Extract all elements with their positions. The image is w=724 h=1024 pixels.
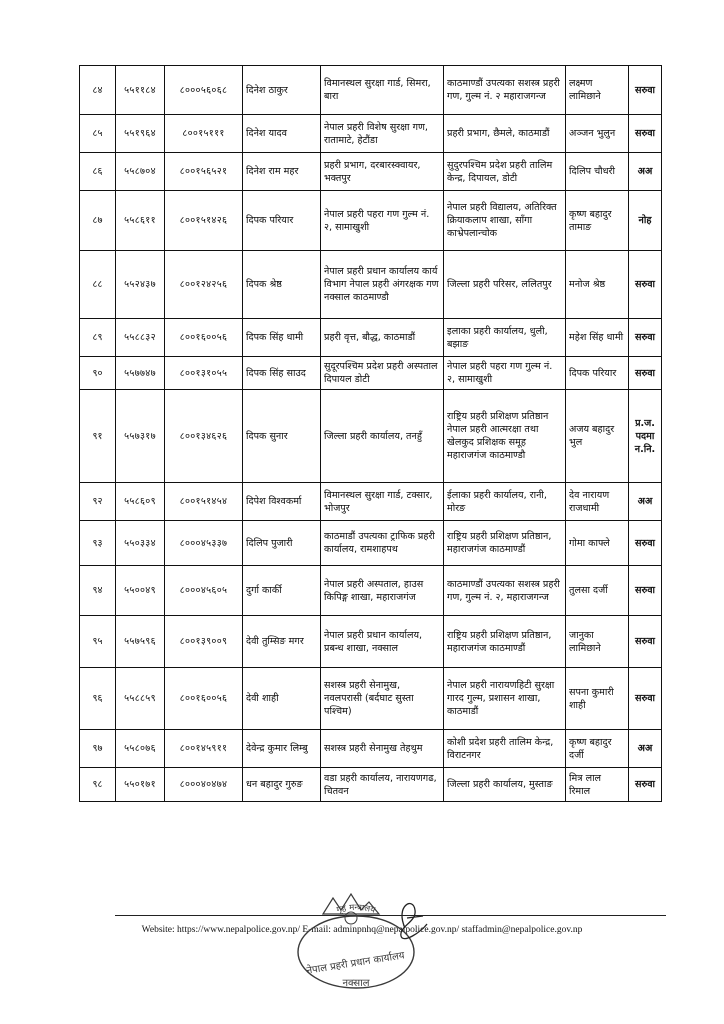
serial-cell: ९८ xyxy=(80,768,116,802)
signature xyxy=(401,904,427,939)
remark-cell: अअ xyxy=(629,483,662,521)
table-row xyxy=(80,566,662,616)
remark-cell: नोह xyxy=(629,191,662,251)
name-cell: देवी तुम्सिङ मगर xyxy=(243,616,321,668)
code-cell: ८००१२४२५६ xyxy=(165,251,243,319)
to-office-cell: जिल्ला प्रहरी परिसर, ललितपुर xyxy=(444,251,566,319)
table-row xyxy=(80,319,662,357)
reference-cell: दिलिप चौधरी xyxy=(566,153,629,191)
code-cell: ८००१६००५६ xyxy=(165,668,243,730)
from-office-cell: सशस्त्र प्रहरी सेनामुख तेहथुम xyxy=(321,730,444,768)
name-cell: देवेन्द्र कुमार लिम्बु xyxy=(243,730,321,768)
from-office-cell: नेपाल प्रहरी अस्पताल, हाउस किपिङ्ग शाखा, महाराजगंज xyxy=(321,566,444,616)
id-cell: ५५०१७१ xyxy=(116,768,165,802)
code-cell: ८०००५६०६८ xyxy=(165,66,243,115)
to-office-cell: प्रहरी प्रभाग, छैमले, काठमाडौं xyxy=(444,115,566,153)
stamp-place: नक्साल xyxy=(342,978,370,989)
to-office-cell: राष्ट्रिय प्रहरी प्रशिक्षण प्रतिष्ठान नेपाल प्रहरी आत्मरक्षा तथा खेलकुद प्रशिक्षक समूह महाराजगंज काठमाण्डौ xyxy=(444,390,566,483)
id-cell: ५५८७०४ xyxy=(116,153,165,191)
to-office-cell: राष्ट्रिय प्रहरी प्रशिक्षण प्रतिष्ठान, महाराजगंज काठमाण्डौं xyxy=(444,616,566,668)
stamp-ministry: गृह मन्त्रालय xyxy=(335,902,377,916)
from-office-cell: वडा प्रहरी कार्यालय, नारायणगढ, चितवन xyxy=(321,768,444,802)
name-cell: दुर्गा कार्की xyxy=(243,566,321,616)
remark-cell: सरुवा xyxy=(629,768,662,802)
serial-cell: ९५ xyxy=(80,616,116,668)
serial-cell: ९१ xyxy=(80,390,116,483)
code-cell: ८००१५१११ xyxy=(165,115,243,153)
from-office-cell: जिल्ला प्रहरी कार्यालय, तनहुँ xyxy=(321,390,444,483)
reference-cell: सपना कुमारी शाही xyxy=(566,668,629,730)
name-cell: दिपक सिंह साउद xyxy=(243,357,321,390)
reference-cell: महेश सिंह धामी xyxy=(566,319,629,357)
name-cell: दिलिप पुजारी xyxy=(243,521,321,566)
remark-cell: सरुवा xyxy=(629,319,662,357)
reference-cell: मनोज श्रेष्ठ xyxy=(566,251,629,319)
from-office-cell: प्रहरी वृत्त, बौद्ध, काठमाडौं xyxy=(321,319,444,357)
table-row xyxy=(80,616,662,668)
from-office-cell: प्रहरी प्रभाग, दरबारस्क्वायर, भक्तपुर xyxy=(321,153,444,191)
name-cell: धन बहादुर गुरुङ xyxy=(243,768,321,802)
serial-cell: ८६ xyxy=(80,153,116,191)
serial-cell: ८९ xyxy=(80,319,116,357)
from-office-cell: विमानस्थल सुरक्षा गार्ड, टक्सार, भोजपुर xyxy=(321,483,444,521)
serial-cell: ९३ xyxy=(80,521,116,566)
footer-contact: Website: https://www.nepalpolice.gov.np/ E-mail: adminpnhq@nepalpolice.gov.np/ staffadmin@nepalpolice.gov.np xyxy=(141,925,583,935)
table-row xyxy=(80,483,662,521)
from-office-cell: विमानस्थल सुरक्षा गार्ड, सिमरा, बारा xyxy=(321,66,444,115)
from-office-cell: नेपाल प्रहरी पहरा गण गुल्म नं. २, सामाखुशी xyxy=(321,191,444,251)
id-cell: ५५०३३४ xyxy=(116,521,165,566)
id-cell: ५५७७४७ xyxy=(116,357,165,390)
name-cell: दिनेश राम महर xyxy=(243,153,321,191)
id-cell: ५५८०७६ xyxy=(116,730,165,768)
code-cell: ८००१५१४५४ xyxy=(165,483,243,521)
table-row xyxy=(80,191,662,251)
id-cell: ५५७३१७ xyxy=(116,390,165,483)
to-office-cell: काठमाण्डौं उपत्यका सशस्त्र प्रहरी गण, गुल्म नं. २, महाराजगन्ज xyxy=(444,566,566,616)
id-cell: ५५८६०९ xyxy=(116,483,165,521)
name-cell: दिनेश यादव xyxy=(243,115,321,153)
remark-cell: सरुवा xyxy=(629,521,662,566)
code-cell: ८००१६००५६ xyxy=(165,319,243,357)
to-office-cell: ईलाका प्रहरी कार्यालय, रानी, मोरङ xyxy=(444,483,566,521)
serial-cell: ९६ xyxy=(80,668,116,730)
reference-cell: तुलसा दर्जी xyxy=(566,566,629,616)
table-body xyxy=(80,66,662,802)
table-row xyxy=(80,357,662,390)
code-cell: ८००१३४६२६ xyxy=(165,390,243,483)
remark-cell: सरुवा xyxy=(629,566,662,616)
serial-cell: ८७ xyxy=(80,191,116,251)
transfer-table xyxy=(79,65,662,802)
code-cell: ८०००४५६०५ xyxy=(165,566,243,616)
table-row xyxy=(80,730,662,768)
code-cell: ८००१३१०५५ xyxy=(165,357,243,390)
reference-cell: कृष्ण बहादुर दर्जी xyxy=(566,730,629,768)
reference-cell: देव नारायण राजधामी xyxy=(566,483,629,521)
reference-cell: जानुका लामिछाने xyxy=(566,616,629,668)
reference-cell: कृष्ण बहादुर तामाङ xyxy=(566,191,629,251)
id-cell: ५५८८३२ xyxy=(116,319,165,357)
name-cell: दिनेश ठाकुर xyxy=(243,66,321,115)
code-cell: ८००१५६५२१ xyxy=(165,153,243,191)
table-row xyxy=(80,390,662,483)
from-office-cell: नेपाल प्रहरी विशेष सुरक्षा गण, रातामाटे, हेटौंडा xyxy=(321,115,444,153)
remark-cell: सरुवा xyxy=(629,668,662,730)
table-row xyxy=(80,668,662,730)
table-row xyxy=(80,66,662,115)
id-cell: ५५१९६४ xyxy=(116,115,165,153)
id-cell: ५५८८५९ xyxy=(116,668,165,730)
from-office-cell: नेपाल प्रहरी प्रधान कार्यालय, प्रबन्ध शाखा, नक्साल xyxy=(321,616,444,668)
remark-cell: सरुवा xyxy=(629,357,662,390)
from-office-cell: काठमाडौं उपत्यका ट्राफिक प्रहरी कार्यालय, रामशाहपथ xyxy=(321,521,444,566)
reference-cell: अजय बहादुर भुल xyxy=(566,390,629,483)
name-cell: देवी शाही xyxy=(243,668,321,730)
reference-cell: लक्ष्मण लामिछाने xyxy=(566,66,629,115)
reference-cell: मित्र लाल रिमाल xyxy=(566,768,629,802)
remark-cell: प्र.ज. पदमा न.नि. xyxy=(629,390,662,483)
to-office-cell: जिल्ला प्रहरी कार्यालय, मुस्ताङ xyxy=(444,768,566,802)
to-office-cell: नेपाल प्रहरी विद्यालय, अतिरिक्त क्रियाकलाप शाखा, साँगा काभ्रेपलान्चोक xyxy=(444,191,566,251)
from-office-cell: सशस्त्र प्रहरी सेनामुख, नवलपरासी (बर्दघाट सुस्ता पश्चिम) xyxy=(321,668,444,730)
id-cell: ५५००४९ xyxy=(116,566,165,616)
table-row xyxy=(80,153,662,191)
remark-cell: सरुवा xyxy=(629,251,662,319)
serial-cell: ८५ xyxy=(80,115,116,153)
name-cell: दिपक सुनार xyxy=(243,390,321,483)
code-cell: ८००१५१४२६ xyxy=(165,191,243,251)
stamp-office: नेपाल प्रहरी प्रधान कार्यालय xyxy=(305,950,406,977)
to-office-cell: काठमाण्डौं उपत्यका सशस्त्र प्रहरी गण, गुल्म नं. २ महाराजगन्ज xyxy=(444,66,566,115)
from-office-cell: सुदूरपश्चिम प्रदेश प्रहरी अस्पताल दिपायल डोटी xyxy=(321,357,444,390)
reference-cell: गोमा काफ्ले xyxy=(566,521,629,566)
serial-cell: ८८ xyxy=(80,251,116,319)
serial-cell: ९२ xyxy=(80,483,116,521)
remark-cell: सरुवा xyxy=(629,616,662,668)
table-row xyxy=(80,521,662,566)
serial-cell: ९० xyxy=(80,357,116,390)
serial-cell: ९७ xyxy=(80,730,116,768)
serial-cell: ९४ xyxy=(80,566,116,616)
code-cell: ८००१३९००९ xyxy=(165,616,243,668)
id-cell: ५५२४३७ xyxy=(116,251,165,319)
id-cell: ५५११८४ xyxy=(116,66,165,115)
remark-cell: सरुवा xyxy=(629,66,662,115)
to-office-cell: सुदुरपश्चिम प्रदेश प्रहरी तालिम केन्द्र, दिपायल, डोटी xyxy=(444,153,566,191)
code-cell: ८००१४५९११ xyxy=(165,730,243,768)
name-cell: दिपक परियार xyxy=(243,191,321,251)
from-office-cell: नेपाल प्रहरी प्रधान कार्यालय कार्य विभाग नेपाल प्रहरी अंगरक्षक गण नक्साल काठमाण्डौ xyxy=(321,251,444,319)
to-office-cell: इलाका प्रहरी कार्यालय, धुली, बझाङ xyxy=(444,319,566,357)
serial-cell: ८४ xyxy=(80,66,116,115)
remark-cell: अअ xyxy=(629,730,662,768)
code-cell: ८०००४०४७४ xyxy=(165,768,243,802)
to-office-cell: नेपाल प्रहरी पहरा गण गुल्म नं. २, सामाखुशी xyxy=(444,357,566,390)
table-row xyxy=(80,251,662,319)
table-row xyxy=(80,115,662,153)
to-office-cell: नेपाल प्रहरी नारायणहिटी सुरक्षा गारद गुल्म, प्रशासन शाखा, काठमाडौं xyxy=(444,668,566,730)
name-cell: दिपक श्रेष्ठ xyxy=(243,251,321,319)
reference-cell: दिपक परियार xyxy=(566,357,629,390)
to-office-cell: कोशी प्रदेश प्रहरी तालिम केन्द्र, विराटनगर xyxy=(444,730,566,768)
reference-cell: अञ्जन भुलुन xyxy=(566,115,629,153)
office-stamp-and-signature xyxy=(283,888,429,992)
name-cell: दिपक सिंह धामी xyxy=(243,319,321,357)
id-cell: ५५७५९६ xyxy=(116,616,165,668)
remark-cell: अअ xyxy=(629,153,662,191)
table-row xyxy=(80,768,662,802)
id-cell: ५५८६११ xyxy=(116,191,165,251)
to-office-cell: राष्ट्रिय प्रहरी प्रशिक्षण प्रतिष्ठान, महाराजगंज काठमाण्डौं xyxy=(444,521,566,566)
code-cell: ८०००४५३३७ xyxy=(165,521,243,566)
name-cell: दिपेश विश्वकर्मा xyxy=(243,483,321,521)
remark-cell: सरुवा xyxy=(629,115,662,153)
